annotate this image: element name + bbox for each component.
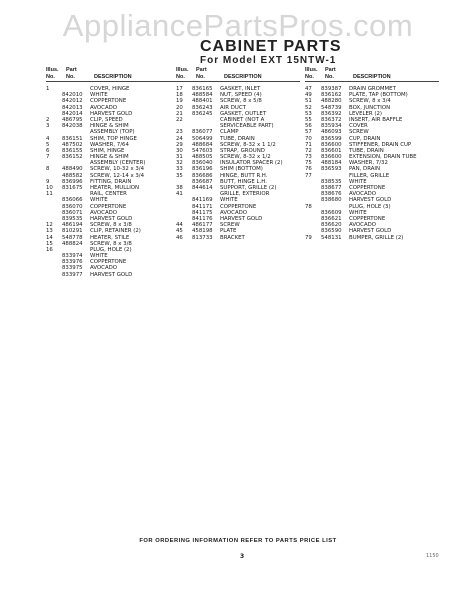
part-description: WHITE xyxy=(349,178,367,185)
part-description: HARVEST GOLD xyxy=(220,215,263,222)
part-number: 844614 xyxy=(192,185,213,191)
part-description: SCREW, 8-32 x 1/2 xyxy=(220,154,271,161)
part-number: 813733 xyxy=(192,234,213,241)
part-description: EXTENSION, DRAIN TUBE xyxy=(349,154,417,161)
part-number: 488184 xyxy=(321,160,342,167)
part-description: AVOCADO xyxy=(220,209,248,216)
part-description: COVER, HINGE xyxy=(90,86,130,92)
part-number: 487502 xyxy=(62,141,83,148)
illus-number: 21 xyxy=(176,110,183,117)
parts-column-3 xyxy=(305,66,445,241)
part-description: HARVEST GOLD xyxy=(349,197,392,204)
part-number: 842038 xyxy=(62,123,83,130)
header-rule xyxy=(176,81,300,82)
illus-number: 44 xyxy=(176,222,183,229)
illus-number: 15 xyxy=(46,240,53,247)
part-number: 842014 xyxy=(62,110,83,117)
illus-number: 8 xyxy=(46,166,50,173)
illus-number: 10 xyxy=(46,185,53,191)
part-description: SCREW, 12-14 x 3/4 xyxy=(90,172,145,179)
illus-number: 47 xyxy=(305,86,312,92)
part-number: 836599 xyxy=(321,135,342,142)
parts-rows xyxy=(176,86,306,241)
part-description: HINGE & SHIM xyxy=(90,123,129,130)
part-number: 486194 xyxy=(62,222,83,229)
part-number: 836070 xyxy=(62,203,83,210)
part-number: 836686 xyxy=(192,172,213,179)
part-number: 488505 xyxy=(192,154,213,161)
part-number: 548778 xyxy=(62,234,83,241)
part-description: SCREW, 8-32 x 1 1/2 xyxy=(220,141,276,148)
part-description: STIFFENER, DRAIN CUP xyxy=(349,141,412,148)
part-description: FILLER, GRILLE xyxy=(349,172,390,179)
header-part-no: No. xyxy=(66,74,75,80)
parts-rows xyxy=(46,86,196,278)
illus-number: 7 xyxy=(46,154,50,161)
header-description: DESCRIPTION xyxy=(94,74,132,80)
illus-number: 11 xyxy=(46,191,53,198)
part-description: TUBE, DRAIN xyxy=(220,135,255,142)
header-description: DESCRIPTION xyxy=(224,74,262,80)
part-number: 836196 xyxy=(192,166,213,173)
illus-number: 38 xyxy=(176,185,183,191)
header-part: Part xyxy=(325,67,336,73)
part-number: 488401 xyxy=(192,98,213,105)
illus-number: 22 xyxy=(176,116,183,123)
part-number: 836151 xyxy=(62,135,83,142)
part-number: 838535 xyxy=(321,178,342,185)
part-number: 842012 xyxy=(62,98,83,105)
parts-row xyxy=(176,235,306,241)
part-description: SCREW, 8 x 3/8 xyxy=(90,240,132,247)
illus-number: 19 xyxy=(176,98,183,105)
part-number: 839535 xyxy=(62,215,83,222)
illus-number: 56 xyxy=(305,123,312,130)
illus-number: 51 xyxy=(305,98,312,105)
part-number: 836600 xyxy=(321,154,342,161)
part-number: 836687 xyxy=(192,178,213,185)
illus-number: 35 xyxy=(176,172,183,179)
part-number: 506499 xyxy=(192,135,213,142)
part-number: 841171 xyxy=(192,203,213,210)
part-number: 836155 xyxy=(62,147,83,154)
part-description: SCREW, 8 x 5/8 xyxy=(220,98,262,105)
header-description: DESCRIPTION xyxy=(353,74,391,80)
illus-number: 23 xyxy=(176,129,183,136)
part-number: 547603 xyxy=(192,147,213,154)
part-description: WASHER, 7/32 xyxy=(349,160,388,167)
part-number: 833976 xyxy=(62,259,83,266)
parts-column-2 xyxy=(176,66,306,241)
part-description: SUPPORT, GRILLE (2) xyxy=(220,185,277,191)
ordering-footer: FOR ORDERING INFORMATION REFER TO PARTS PRICE LIST xyxy=(139,538,337,544)
illus-number: 77 xyxy=(305,172,312,179)
header-illus-no: No. xyxy=(305,74,314,80)
part-description: HARVEST GOLD xyxy=(90,215,133,222)
illus-number: 70 xyxy=(305,135,312,142)
part-number: 488684 xyxy=(192,141,213,148)
part-number: 836245 xyxy=(192,110,213,117)
part-description: PLATE, TAP (BOTTOM) xyxy=(349,92,408,99)
part-description: COPPERTONE xyxy=(90,259,127,266)
part-number: 842010 xyxy=(62,92,83,99)
illus-number: 79 xyxy=(305,234,312,241)
part-description: WHITE xyxy=(90,92,108,99)
part-description: AVOCADO xyxy=(90,209,118,216)
part-description: HINGE, BUTT R.H. xyxy=(220,172,268,179)
part-description: WHITE xyxy=(90,253,108,260)
part-number: 488490 xyxy=(62,166,83,173)
illus-number: 72 xyxy=(305,147,312,154)
part-number: 836071 xyxy=(62,209,83,216)
part-number: 486093 xyxy=(321,129,342,136)
part-number: 458198 xyxy=(192,228,213,235)
part-number: 486177 xyxy=(192,222,213,229)
illus-number: 52 xyxy=(305,104,312,111)
illus-number: 45 xyxy=(176,228,183,235)
parts-row xyxy=(305,235,445,241)
illus-number: 3 xyxy=(46,123,50,130)
part-number: 842013 xyxy=(62,104,83,111)
part-description: GASKET, INLET xyxy=(220,86,261,92)
illus-number: 5 xyxy=(46,141,50,148)
part-description: COVER xyxy=(349,123,368,130)
column-header xyxy=(176,66,306,86)
parts-rows xyxy=(305,86,445,241)
part-number: 836372 xyxy=(321,116,342,123)
page-code: 1150 xyxy=(426,553,439,559)
part-description: NUT, SPEED (4) xyxy=(220,92,262,99)
part-number: 836593 xyxy=(321,166,342,173)
parts-column-1 xyxy=(46,66,196,278)
part-description: LEVELER (2) xyxy=(349,110,383,117)
illus-number: 17 xyxy=(176,86,183,92)
part-description: CUP, DRAIN xyxy=(349,135,381,142)
illus-number: 4 xyxy=(46,135,50,142)
part-number: 488584 xyxy=(192,92,213,99)
illus-number: 31 xyxy=(176,154,183,161)
header-part: Part xyxy=(196,67,207,73)
illus-number: 53 xyxy=(305,110,312,117)
header-part-no: No. xyxy=(196,74,205,80)
part-number: 836152 xyxy=(62,154,83,161)
illus-number: 73 xyxy=(305,154,312,161)
illus-number: 12 xyxy=(46,222,53,229)
part-description: COPPERTONE xyxy=(349,185,386,191)
part-number: 836243 xyxy=(192,104,213,111)
part-description: HARVEST GOLD xyxy=(90,110,133,117)
parts-row xyxy=(46,272,196,278)
part-description: FITTING, DRAIN xyxy=(90,178,132,185)
part-description: WASHER, 7/64 xyxy=(90,141,129,148)
part-description: TUBE, DRAIN xyxy=(349,147,384,154)
illus-number: 55 xyxy=(305,116,312,123)
part-description: AIR DUCT xyxy=(220,104,246,111)
part-description: WHITE xyxy=(349,209,367,216)
illus-number: 30 xyxy=(176,147,183,154)
illus-number: 71 xyxy=(305,141,312,148)
part-description: ASSEMBLY (TOP) xyxy=(90,129,135,136)
part-description: INSERT, AIR BAFFLE xyxy=(349,116,403,123)
part-number: 836621 xyxy=(321,215,342,222)
header-illus-no: No. xyxy=(46,74,55,80)
part-number: 836066 xyxy=(62,197,83,204)
part-description: RAIL, CENTER xyxy=(90,191,127,198)
illus-number: 57 xyxy=(305,129,312,136)
illus-number: 18 xyxy=(176,92,183,99)
part-number: 836392 xyxy=(321,110,342,117)
part-description: PLUG, HOLE (3) xyxy=(349,203,391,210)
part-description: PLATE xyxy=(220,228,237,235)
part-description: AVOCADO xyxy=(90,265,118,272)
part-number: 488280 xyxy=(321,98,342,105)
column-header xyxy=(305,66,445,86)
model-subtitle: For Model EXT 15NTW-1 xyxy=(200,55,337,66)
part-description: HARVEST GOLD xyxy=(90,271,133,278)
illus-number: 49 xyxy=(305,92,312,99)
part-description: CLAMP xyxy=(220,129,239,136)
part-number: 836077 xyxy=(192,129,213,136)
part-number: 836590 xyxy=(321,228,342,235)
part-number: 839387 xyxy=(321,86,342,92)
part-number: 841175 xyxy=(192,209,213,216)
part-number: 486795 xyxy=(62,116,83,123)
part-description: BRACKET xyxy=(220,234,245,241)
part-description: SCREW xyxy=(349,129,369,136)
illus-number: 76 xyxy=(305,166,312,173)
part-description: GRILLE, EXTERIOR xyxy=(220,191,270,198)
part-description: DRAIN GROMMET xyxy=(349,86,396,92)
part-number: 836620 xyxy=(321,222,342,229)
part-description: PLUG, HOLE (2) xyxy=(90,246,132,253)
part-number: 838680 xyxy=(321,197,342,204)
part-number: 841169 xyxy=(192,197,213,204)
header-rule xyxy=(305,81,439,82)
part-description: SHIM, TOP HINGE xyxy=(90,135,137,142)
part-number: 836600 xyxy=(321,141,342,148)
part-description: HINGE & SHIM xyxy=(90,154,129,161)
illus-number: 16 xyxy=(46,246,53,253)
part-description: COPPERTONE xyxy=(90,98,127,105)
part-number: 810291 xyxy=(62,228,83,235)
illus-number: 78 xyxy=(305,203,312,210)
illus-number: 46 xyxy=(176,234,183,241)
illus-number: 41 xyxy=(176,191,183,198)
illus-number: 29 xyxy=(176,141,183,148)
part-description: AVOCADO xyxy=(349,222,377,229)
part-description: ASSEMBLY (CENTER) xyxy=(90,160,146,167)
part-number: 836162 xyxy=(321,92,342,99)
part-number: 836601 xyxy=(321,147,342,154)
part-number: 836609 xyxy=(321,209,342,216)
part-description: CABINET (NOT A xyxy=(220,116,265,123)
part-description: CLIP, RETAINER (2) xyxy=(90,228,141,235)
part-description: WHITE xyxy=(90,197,108,204)
header-illus: Illus. xyxy=(176,67,189,73)
part-number: 831675 xyxy=(62,185,83,191)
part-number: 833977 xyxy=(62,271,83,278)
part-description: SHIM (BOTTOM) xyxy=(220,166,263,173)
column-header xyxy=(46,66,196,86)
site-watermark: AppliancePartsPros.com xyxy=(62,8,414,43)
part-description: SERVICEABLE PART) xyxy=(220,123,274,130)
illus-number: 14 xyxy=(46,234,53,241)
illus-number: 9 xyxy=(46,178,50,185)
part-number: 835934 xyxy=(321,123,342,130)
part-number: 838676 xyxy=(321,191,342,198)
page-number: 3 xyxy=(240,553,245,560)
part-number: 836165 xyxy=(192,86,213,92)
part-description: WHITE xyxy=(220,197,238,204)
part-description: SHIM, HINGE xyxy=(90,147,125,154)
part-description: HARVEST GOLD xyxy=(349,228,392,235)
header-illus: Illus. xyxy=(46,67,59,73)
header-illus-no: No. xyxy=(176,74,185,80)
part-number: 488582 xyxy=(62,172,83,179)
part-description: SCREW, 10-32 x 3/4 xyxy=(90,166,145,173)
part-description: SCREW, 8 x 3/8 xyxy=(90,222,132,229)
part-description: HEATER, MULLION xyxy=(90,185,140,191)
illus-number: 6 xyxy=(46,147,50,154)
illus-number: 33 xyxy=(176,166,183,173)
header-rule xyxy=(46,81,190,82)
part-description: AVOCADO xyxy=(349,191,377,198)
part-description: COPPERTONE xyxy=(220,203,257,210)
illus-number: 2 xyxy=(46,116,50,123)
part-number: 833974 xyxy=(62,253,83,260)
header-illus: Illus. xyxy=(305,67,318,73)
part-description: STRAP, GROUND xyxy=(220,147,265,154)
part-description: BUMPER, GRILLE (2) xyxy=(349,234,404,241)
part-description: SCREW, 8 x 3/4 xyxy=(349,98,391,105)
part-description: PAN, DRAIN xyxy=(349,166,381,173)
part-description: GASKET, OUTLET xyxy=(220,110,267,117)
part-description: HEATER, STILE xyxy=(90,234,130,241)
illus-number: 24 xyxy=(176,135,183,142)
part-description: INSULATOR SPACER (2) xyxy=(220,160,283,167)
illus-number: 75 xyxy=(305,160,312,167)
illus-number: 20 xyxy=(176,104,183,111)
part-number: 488824 xyxy=(62,240,83,247)
part-number: 838677 xyxy=(321,185,342,191)
page-title: CABINET PARTS xyxy=(200,38,342,55)
part-description: SCREW xyxy=(220,222,240,229)
part-number: 836040 xyxy=(192,160,213,167)
part-description: COPPERTONE xyxy=(349,215,386,222)
illus-number: 13 xyxy=(46,228,53,235)
part-description: CLIP, SPEED xyxy=(90,116,123,123)
part-number: 841176 xyxy=(192,215,213,222)
part-description: COPPERTONE xyxy=(90,203,127,210)
part-description: BOX, JUNCTION xyxy=(349,104,391,111)
part-number: 548739 xyxy=(321,104,342,111)
header-part-no: No. xyxy=(325,74,334,80)
part-number: 836996 xyxy=(62,178,83,185)
illus-number: 1 xyxy=(46,86,50,92)
header-part: Part xyxy=(66,67,77,73)
part-description: BUTT, HINGE L.H. xyxy=(220,178,267,185)
part-number: 833975 xyxy=(62,265,83,272)
part-description: AVOCADO xyxy=(90,104,118,111)
part-number: 548131 xyxy=(321,234,342,241)
illus-number: 32 xyxy=(176,160,183,167)
